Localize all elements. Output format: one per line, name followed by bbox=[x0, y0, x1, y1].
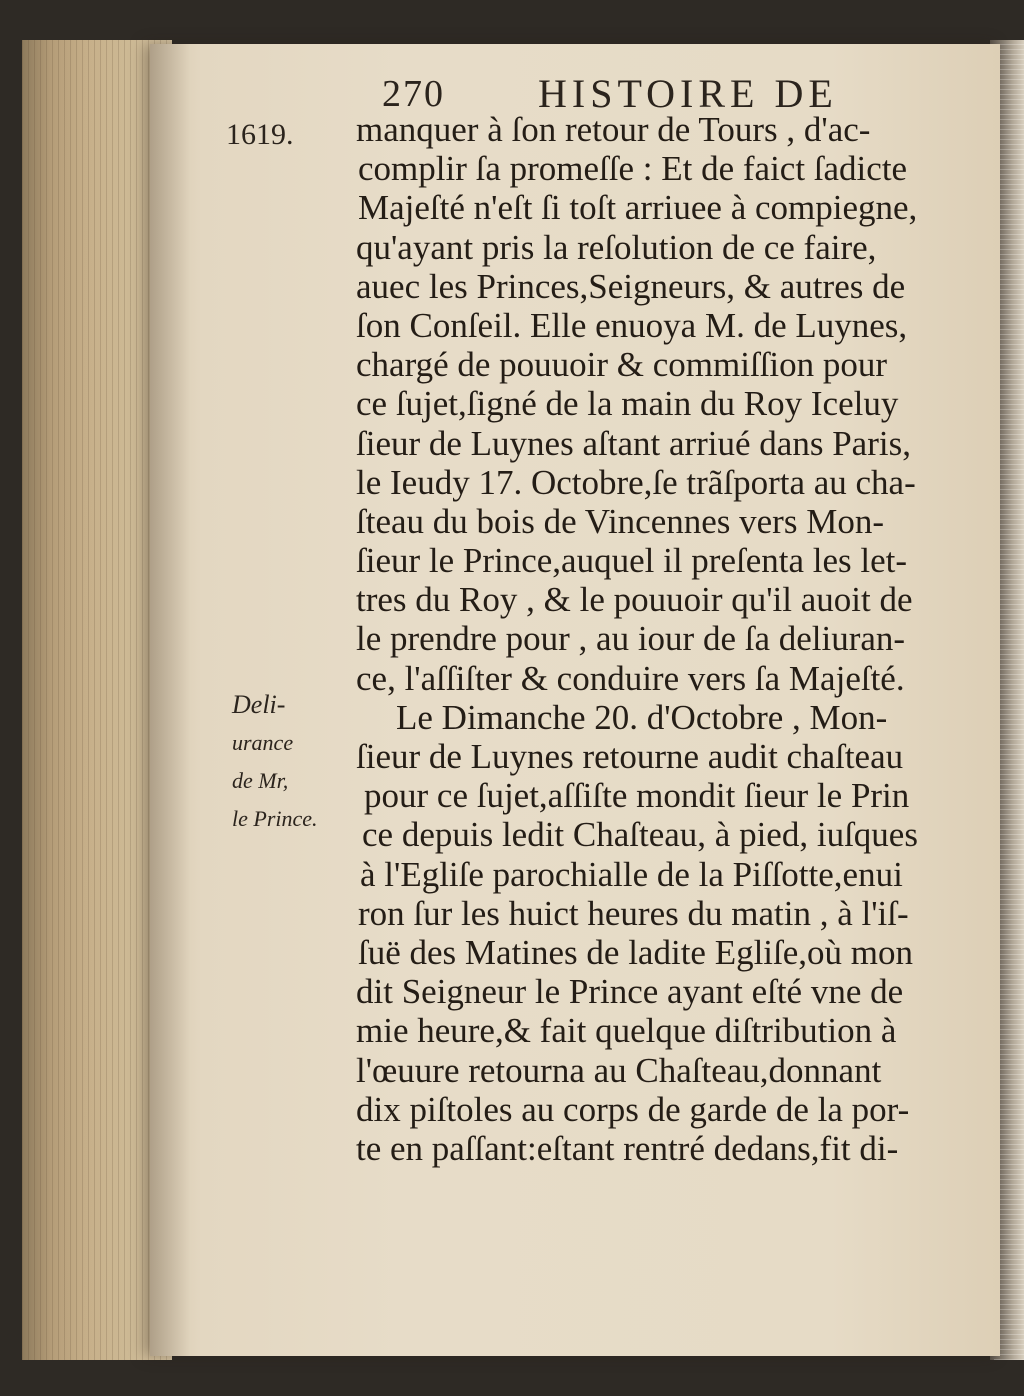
text-line: ſuë des Matines de ladite Egliſe,où mon bbox=[358, 932, 914, 972]
text-line: ron ſur les huict heures du matin , à l'iſ- bbox=[358, 893, 909, 933]
margin-note-line: de Mr, bbox=[232, 768, 289, 793]
body-text bbox=[356, 110, 996, 1168]
text-line: chargé de pouuoir & commiſſion pour bbox=[356, 345, 888, 385]
text-line: complir ſa promeſſe : Et de faict ſadicte bbox=[358, 149, 908, 189]
margin-note-line: Deli- bbox=[232, 690, 286, 719]
text-line: auec les Princes,Seigneurs, & autres de bbox=[356, 266, 906, 306]
text-line: manquer à ſon retour de Tours , d'ac- bbox=[356, 110, 871, 149]
text-line: à l'Egliſe parochialle de la Piſſotte,enui bbox=[360, 854, 903, 894]
text-line: mie heure,& fait quelque diſtribution à bbox=[356, 1011, 897, 1051]
text-line: qu'ayant pris la reſolution de ce faire, bbox=[356, 227, 877, 267]
text-line: pour ce ſujet,aſſiſte mondit ſieur le Prin bbox=[364, 776, 910, 816]
text-line: ce ſujet,ſigné de la main du Roy Iceluy bbox=[356, 384, 899, 424]
text-line: ſieur le Prince,auquel il preſenta les let- bbox=[356, 541, 908, 581]
text-line: ce depuis ledit Chaſteau, à pied, iuſques bbox=[362, 815, 918, 855]
text-line: te en paſſant:eſtant rentré dedans,fit di- bbox=[356, 1128, 899, 1168]
page-number: 270 bbox=[382, 73, 445, 115]
gutter-shadow bbox=[150, 44, 190, 1356]
text-line: le prendre pour , au iour de ſa deliuran- bbox=[356, 619, 906, 659]
text-line: ſieur de Luynes retourne audit chaſteau bbox=[356, 737, 904, 776]
text-line: l'œuure retourna au Chaſteau,donnant bbox=[356, 1050, 882, 1090]
text-line: Le Dimanche 20. d'Octobre , Mon- bbox=[396, 697, 888, 737]
margin-year: 1619. bbox=[226, 118, 294, 151]
margin-note-line: le Prince. bbox=[232, 806, 318, 831]
text-line: ſieur de Luynes aſtant arriué dans Paris, bbox=[356, 423, 911, 463]
text-line: dix piſtoles au corps de garde de la por- bbox=[356, 1089, 910, 1129]
text-line: ſon Conſeil. Elle enuoya M. de Luynes, bbox=[356, 305, 908, 345]
text-line: ſteau du bois de Vincennes vers Mon- bbox=[356, 501, 884, 541]
text-line: Majeſté n'eſt ſi toſt arriuee à compiegne, bbox=[358, 188, 918, 228]
text-line: ce, l'aſſiſter & conduire vers ſa Majeſté. bbox=[356, 658, 905, 698]
margin-note bbox=[232, 686, 362, 838]
margin-note-line: urance bbox=[232, 730, 294, 755]
text-line: dit Seigneur le Prince ayant eſté vne de bbox=[356, 972, 904, 1012]
running-title: HISTOIRE DE bbox=[538, 71, 838, 116]
text-line: le Ieudy 17. Octobre,ſe trãſporta au cha- bbox=[356, 462, 916, 502]
text-line: tres du Roy , & le pouuoir qu'il auoit de bbox=[356, 580, 913, 620]
